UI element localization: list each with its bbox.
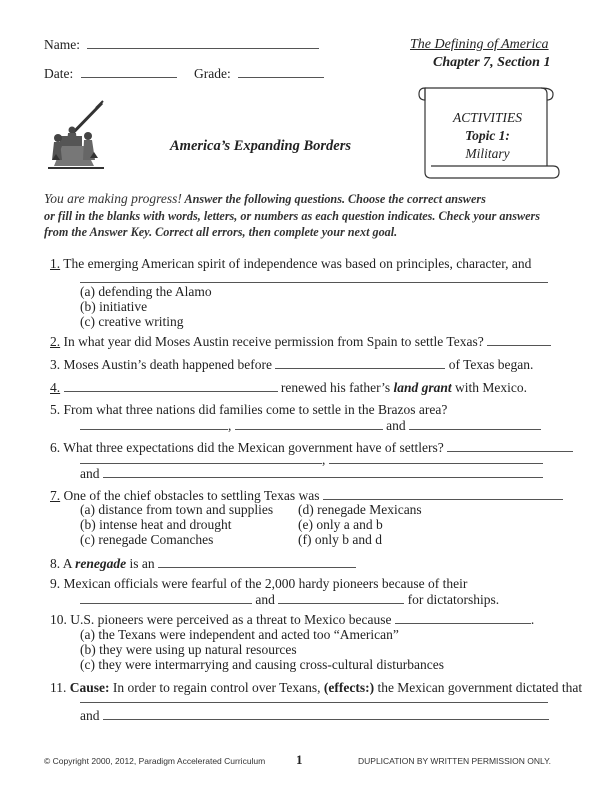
question-number: 1. <box>50 256 61 271</box>
answer-line[interactable] <box>275 367 445 369</box>
date-field[interactable] <box>81 76 177 78</box>
series-title: The Defining of America <box>410 37 549 52</box>
page-number: 1 <box>296 752 303 767</box>
and-label: and <box>255 592 275 607</box>
question-3 <box>50 357 533 373</box>
option: (a) distance from town and supplies <box>80 502 274 517</box>
question-10 <box>50 612 534 628</box>
question-text-a: In order to regain control over Texans, <box>112 680 321 695</box>
question-text: U.S. pioneers were perceived as a threat to Mexico because <box>70 612 392 627</box>
name-label: Name: <box>44 37 80 52</box>
option: (f) only b and d <box>298 532 382 547</box>
instructions-line-3: from the Answer Key. Correct all errors, then complete your next goal. <box>44 225 398 239</box>
instructions-line-1 <box>44 191 486 207</box>
question-8 <box>50 556 356 572</box>
answer-line[interactable] <box>80 602 252 604</box>
question-number: 9. <box>50 576 61 591</box>
page-title: America’s Expanding Borders <box>170 138 352 154</box>
grade-field[interactable] <box>238 76 324 78</box>
question-number: 2. <box>50 334 61 349</box>
and-label: and <box>386 418 406 433</box>
cannon-soldiers-illustration <box>44 100 108 170</box>
question-1 <box>50 256 531 272</box>
comma: , <box>228 418 232 433</box>
question-number: 10. <box>50 612 67 627</box>
instructions-line-2: or fill in the blanks with words, letters, or numbers as each question indicates. Check your answers <box>44 209 541 223</box>
question-text: What three expectations did the Mexican government have of settlers? <box>63 440 444 455</box>
option: (a) the Texans were independent and acted too “American” <box>80 627 399 642</box>
option: (c) renegade Comanches <box>80 532 214 547</box>
scroll-line-topic: Topic 1: <box>465 128 510 143</box>
question-text-b: is an <box>129 556 155 571</box>
question-text: From what three nations did families come to settle in the Brazos area? <box>63 402 448 417</box>
question-text-b: the Mexican government dictated that <box>377 680 583 695</box>
question-number: 6. <box>50 440 61 455</box>
answer-line[interactable] <box>395 622 531 624</box>
question-number: 3. <box>50 357 61 372</box>
question-11-line-3 <box>80 708 549 724</box>
answer-line[interactable] <box>487 344 551 346</box>
question-number: 8. <box>50 556 61 571</box>
scroll-line-activities: ACTIVITIES <box>453 110 522 125</box>
instructions-text-1: Answer the following questions. Choose the correct answers <box>181 192 486 206</box>
emphasis-term: renegade <box>75 556 127 571</box>
question-text: In what year did Moses Austin receive permission from Spain to settle Texas? <box>63 334 484 349</box>
date-label: Date: <box>44 66 74 81</box>
date-grade-row <box>44 66 324 82</box>
and-label: and <box>80 708 100 723</box>
question-number: 11. <box>50 680 67 695</box>
question-tail: for dictatorships. <box>407 592 500 607</box>
grade-label: Grade: <box>194 66 231 81</box>
answer-line[interactable] <box>323 498 563 500</box>
question-4 <box>50 380 527 396</box>
emphasis-term: land grant <box>393 380 452 395</box>
question-text: The emerging American spirit of independence was based on principles, character, and <box>63 256 532 271</box>
duplication-notice: DUPLICATION BY WRITTEN PERMISSION ONLY. <box>358 756 552 766</box>
name-field-row <box>44 37 319 53</box>
option: (b) initiative <box>80 299 148 314</box>
question-9-answers <box>80 592 499 608</box>
answer-line[interactable] <box>409 428 541 430</box>
question-text: Mexican officials were fearful of the 2,000 hardy pioneers because of their <box>63 576 468 591</box>
option: (c) they were intermarrying and causing cross-cultural disturbances <box>80 657 444 672</box>
question-text-b: with Mexico. <box>455 380 527 395</box>
answer-line[interactable] <box>64 390 278 392</box>
question-text: One of the chief obstacles to settling Texas was <box>63 488 320 503</box>
scroll-line-military: Military <box>465 146 510 161</box>
answer-line[interactable] <box>80 462 322 464</box>
option: (b) they were using up natural resources <box>80 642 297 657</box>
option: (e) only a and b <box>298 517 383 532</box>
question-number: 4. <box>50 380 61 395</box>
comma: , <box>322 452 326 467</box>
question-text-a: Moses Austin’s death happened before <box>63 357 272 372</box>
question-5-answers <box>80 418 541 434</box>
question-9 <box>50 576 467 592</box>
cause-label: Cause: <box>69 680 110 695</box>
and-label: and <box>80 466 100 481</box>
answer-line[interactable] <box>329 462 543 464</box>
question-2 <box>50 334 551 350</box>
question-5 <box>50 402 447 418</box>
answer-line[interactable] <box>158 566 356 568</box>
effects-label: (effects:) <box>323 680 375 695</box>
question-text-a: renewed his father’s <box>280 380 391 395</box>
chapter-heading: Chapter 7, Section 1 <box>433 55 551 70</box>
answer-line[interactable] <box>80 282 548 283</box>
question-11 <box>50 680 582 696</box>
name-field[interactable] <box>87 47 319 49</box>
option: (c) creative writing <box>80 314 184 329</box>
answer-line[interactable] <box>103 718 549 720</box>
question-number: 5. <box>50 402 61 417</box>
option: (d) renegade Mexicans <box>298 502 422 517</box>
question-text-b: of Texas began. <box>448 357 534 372</box>
answer-line[interactable] <box>103 476 543 478</box>
question-number: 7. <box>50 488 61 503</box>
answer-line[interactable] <box>80 702 548 703</box>
option: (b) intense heat and drought <box>80 517 232 532</box>
copyright-notice: © Copyright 2000, 2012, Paradigm Accelerated Curriculum <box>44 756 266 766</box>
option: (a) defending the Alamo <box>80 284 212 299</box>
answer-line[interactable] <box>235 428 383 430</box>
instructions-lead: You are making progress! <box>44 191 182 206</box>
answer-line[interactable] <box>80 428 228 430</box>
period: . <box>530 612 535 627</box>
answer-line[interactable] <box>278 602 404 604</box>
question-6-line-3 <box>80 466 543 482</box>
question-text-a: A <box>62 556 72 571</box>
